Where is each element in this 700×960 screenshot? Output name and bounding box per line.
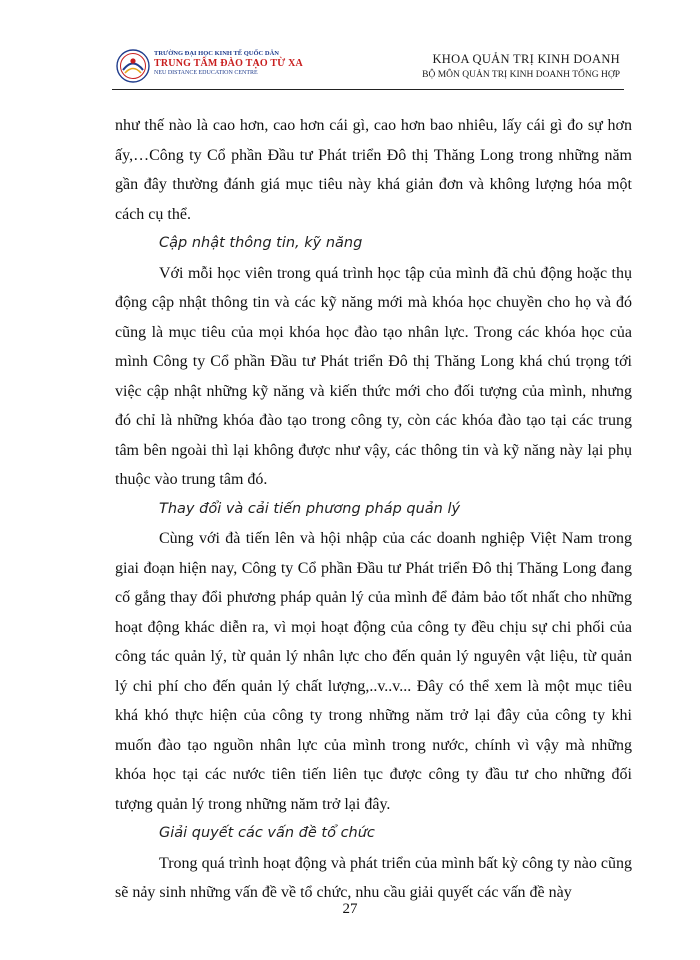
org-line-1: TRƯỜNG ĐẠI HỌC KINH TẾ QUỐC DÂN (154, 50, 279, 57)
document-body (115, 111, 632, 908)
faculty-title: KHOA QUẢN TRỊ KINH DOANH (432, 52, 620, 66)
subheading-organization-issues: Giải quyết các vấn đề tổ chức (159, 825, 375, 841)
paragraph-4: Trong quá trình hoạt động và phát triển của mình bất kỳ công ty nào cũng sẽ nảy sinh những vấn đề về tổ chức, nhu cầu giải quyết các vấn đề này (115, 854, 632, 901)
page-number: 27 (342, 901, 358, 917)
subheading-update-skills: Cập nhật thông tin, kỹ năng (159, 235, 363, 251)
department-name (422, 52, 620, 80)
paragraph-1: như thế nào là cao hơn, cao hơn cái gì, cao hơn bao nhiêu, lấy cái gì đo sự hơn ấy,…Công ty Cổ phần Đầu tư Phát triển Đô thị Thăng Long trong những năm gần đây thường đánh giá mục tiêu này khá giản đơn và không lượng hóa một cách cụ thể. (115, 117, 632, 223)
paragraph-2: Với mỗi học viên trong quá trình học tập của mình đã chủ động hoặc thụ động cập nhật thông tin và các kỹ năng mới mà khóa học chuyền cho họ và đó cũng là mục tiêu của mọi khóa học đào tạo nhân lực. Trong các khóa học của mình Công ty Cổ phần Đầu tư Phát triển Đô thị Thăng Long khá chú trọng tới việc cập nhật những kỹ năng và kiến thức mới cho đối tượng của mình, nhưng đó chỉ là những khóa đào tạo trong công ty, còn các khóa đào tạo tại các trung tâm bên ngoài thì lại không được như vậy, các thông tin và kỹ năng này lại phụ thuộc vào trung tâm đó. (115, 264, 632, 488)
university-logo-icon (116, 49, 150, 83)
page-header (110, 40, 620, 90)
org-line-2: TRUNG TÂM ĐÀO TẠO TỪ XA (154, 58, 303, 70)
org-line-3: NEU DISTANCE EDUCATION CENTRE (154, 70, 258, 77)
department-title: BỘ MÔN QUẢN TRỊ KINH DOANH TỔNG HỢP (422, 70, 620, 80)
paragraph-3: Cùng với đà tiến lên và hội nhập của các doanh nghiệp Việt Nam trong giai đoạn hiện nay, Công ty Cổ phần Đầu tư Phát triển Đô thị Thăng Long đang cố gắng thay đổi phương pháp quản lý của mình để đảm bảo tốt nhất cho những hoạt động khác diễn ra, vì mọi hoạt động của công ty đều chịu sự chi phối của công tác quản lý, từ quản lý nhân lực cho đến quản lý nguyên vật liệu, từ quản lý chi phí cho đến quản lý chất lượng,..v..v... Đây có thể xem là một mục tiêu khá khó thực hiện của công ty trong những năm trở lại đây của công ty khi muốn đào tạo nguồn nhân lực của mình trong nước, chính vì vậy mà những khóa học tại các nước tiên tiến liên tục được công ty đầu tư cho những đối tượng quản lý trong những năm trở lại đây. (115, 530, 632, 813)
org-name (154, 50, 303, 77)
subheading-management-methods: Thay đổi và cải tiến phương pháp quản lý (159, 500, 461, 517)
header-divider (112, 89, 624, 90)
